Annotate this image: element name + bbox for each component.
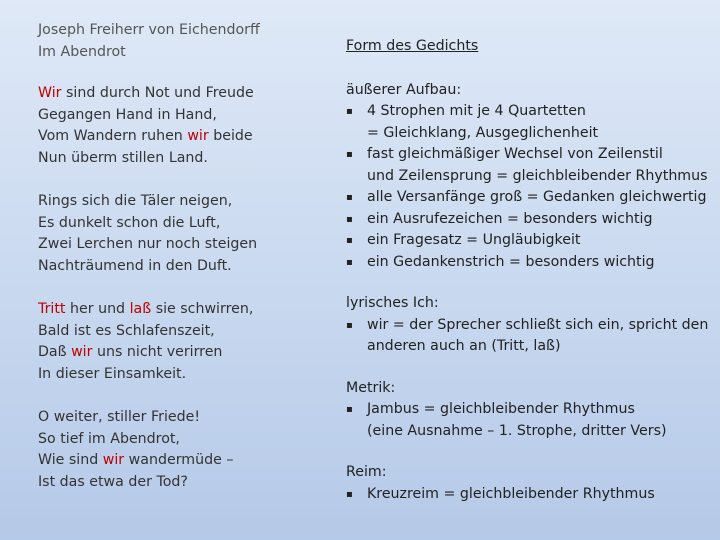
section-reim <box>346 462 718 505</box>
poem-author: Joseph Freiherr von Eichendorff <box>38 22 260 38</box>
verse-line: Gegangen Hand in Hand, <box>38 106 217 123</box>
verse-line: Bald ist es Schlafenszeit, <box>38 322 215 339</box>
bullet-text: 4 Strophen mit je 4 Quartetten <box>367 103 586 119</box>
bullet-text: ein Fragesatz = Ungläubigkeit <box>367 232 581 248</box>
bullet-text: ein Gedankenstrich = besonders wichtig <box>367 253 655 270</box>
verse-line: Wir sind durch Not und Freude <box>38 85 254 101</box>
section-lyrisches-ich <box>346 293 718 358</box>
highlighted-word: laß <box>129 301 152 317</box>
stanza <box>38 407 328 493</box>
bullet-text: ein Ausrufezeichen = besonders wichtig <box>367 210 653 227</box>
square-bullet-icon: ▪ <box>346 192 353 203</box>
analysis-column <box>346 20 718 525</box>
bullet-text: wir = der Sprecher schließt sich ein, spricht den <box>367 316 709 333</box>
square-bullet-icon: ▪ <box>346 404 353 415</box>
verse-line: Ist das etwa der Tod? <box>38 473 188 490</box>
analysis-heading: Form des Gedichts <box>346 38 479 54</box>
bullet-text: Kreuzreim = gleichbleibender Rhythmus <box>367 485 655 502</box>
verse-line: In dieser Einsamkeit. <box>38 365 187 382</box>
poem-column <box>38 20 328 515</box>
square-bullet-icon: ▪ <box>346 319 353 331</box>
bullet-item <box>346 252 718 274</box>
bullet-text: alle Versanfänge groß = Gedanken gleichwertig <box>367 189 707 205</box>
verse-line: Es dunkelt schon die Luft, <box>38 214 221 231</box>
bullet-continuation: und Zeilensprung = gleichbleibender Rhythmus <box>367 167 708 184</box>
bullet-text: Jambus = gleichbleibender Rhythmus <box>367 401 635 417</box>
bullet-item <box>346 187 718 209</box>
poem-header <box>38 20 328 63</box>
bullet-item <box>346 144 718 166</box>
bullet-item <box>346 209 718 231</box>
bullet-continuation: anderen auch an (Tritt, laß) <box>367 338 561 354</box>
bullet-item <box>346 101 718 123</box>
bullet-continuation: = Gleichklang, Ausgeglichenheit <box>367 124 599 141</box>
highlighted-word: wir <box>71 344 93 360</box>
verse-line: Tritt her und laß sie schwirren, <box>38 301 254 317</box>
stanza <box>38 299 328 385</box>
square-bullet-icon: ▪ <box>346 256 353 268</box>
verse-line: Vom Wandern ruhen wir beide <box>38 128 253 144</box>
verse-line: Wie sind wir wandermüde – <box>38 452 234 468</box>
bullet-text: fast gleichmäßiger Wechsel von Zeilenstil <box>367 146 663 162</box>
square-bullet-icon: ▪ <box>346 213 353 225</box>
verse-line: Zwei Lerchen nur noch steigen <box>38 236 258 252</box>
square-bullet-icon: ▪ <box>346 106 353 117</box>
highlighted-word: Wir <box>38 85 62 101</box>
verse-line: Nun überm stillen Land. <box>38 149 208 166</box>
section-heading: Reim: <box>346 464 387 480</box>
section-heading: äußerer Aufbau: <box>346 81 462 98</box>
square-bullet-icon: ▪ <box>346 488 353 500</box>
bullet-item <box>346 484 718 506</box>
highlighted-word: wir <box>102 452 125 468</box>
highlighted-word: Tritt <box>38 301 66 317</box>
stanza <box>38 191 328 277</box>
section-heading: Metrik: <box>346 379 396 396</box>
bullet-item <box>346 230 718 252</box>
poem-stanzas <box>38 83 328 493</box>
stanza <box>38 83 328 169</box>
bullet-item <box>346 315 718 337</box>
square-bullet-icon: ▪ <box>346 149 353 160</box>
verse-line: O weiter, stiller Friede! <box>38 409 201 425</box>
verse-line: Rings sich die Täler neigen, <box>38 193 233 209</box>
highlighted-word: wir <box>187 128 209 144</box>
section-heading: lyrisches Ich: <box>346 295 439 311</box>
bullet-continuation: (eine Ausnahme – 1. Strophe, dritter Vers) <box>367 422 667 439</box>
verse-line: Daß wir uns nicht verirren <box>38 344 223 360</box>
section-aufbau <box>346 80 718 274</box>
verse-line: Nachträumend in den Duft. <box>38 257 232 274</box>
bullet-item <box>346 399 718 421</box>
section-metrik <box>346 378 718 443</box>
verse-line: So tief im Abendrot, <box>38 430 180 447</box>
square-bullet-icon: ▪ <box>346 235 353 246</box>
poem-title: Im Abendrot <box>38 43 126 60</box>
